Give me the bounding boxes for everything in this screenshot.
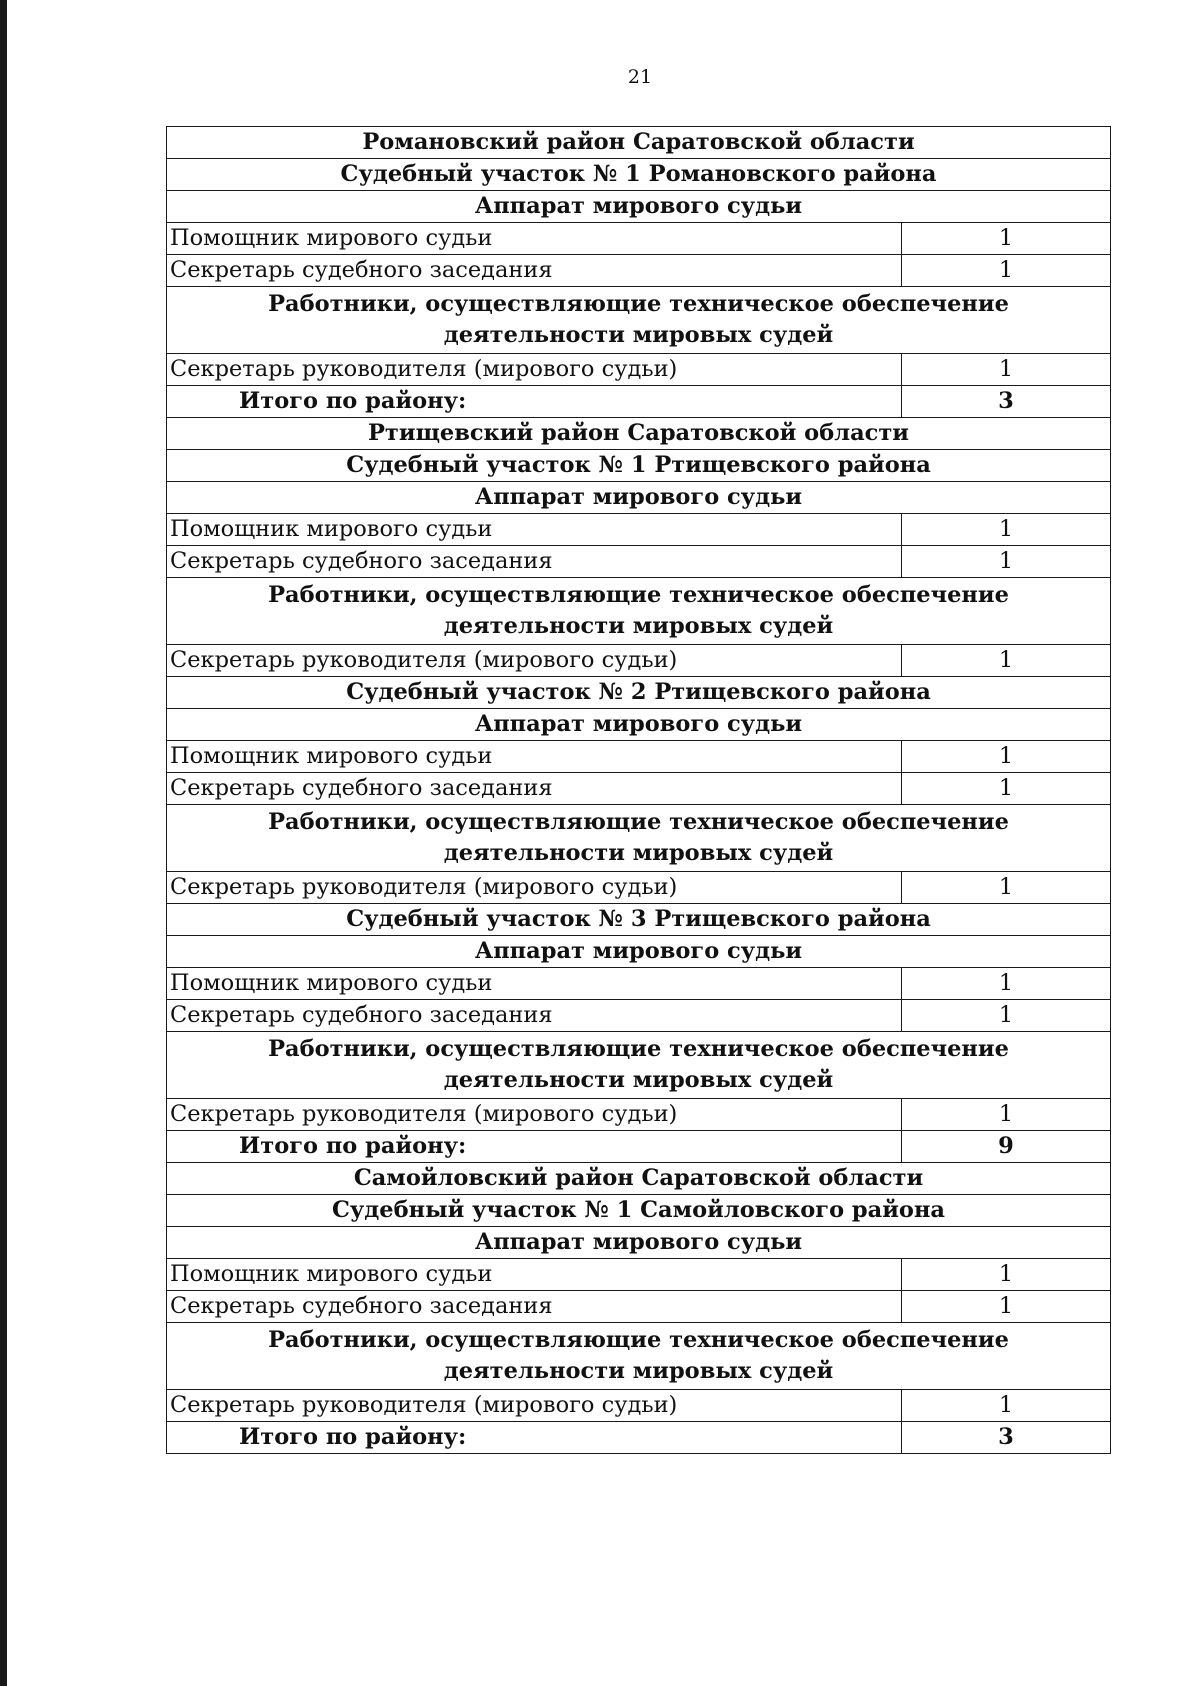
position-count: 1 — [902, 514, 1111, 546]
page-number: 21 — [627, 66, 653, 88]
total-label: Итого по району: — [167, 1131, 902, 1163]
section-heading-row — [167, 709, 1111, 741]
section-heading-row — [167, 191, 1111, 223]
table-row — [167, 968, 1111, 1000]
section-heading-row — [167, 1163, 1111, 1195]
section-heading: Аппарат мирового судьи — [167, 482, 1111, 514]
table-row — [167, 1000, 1111, 1032]
section-heading-row — [167, 159, 1111, 191]
position-count: 1 — [902, 1390, 1111, 1422]
position-count: 1 — [902, 645, 1111, 677]
section-heading: Работники, осуществляющие техническое обеспечение деятельности мировых судей — [167, 1032, 1111, 1099]
staffing-table-body — [167, 127, 1111, 1454]
position-label: Секретарь руководителя (мирового судьи) — [167, 872, 902, 904]
position-label: Помощник мирового судьи — [167, 1259, 902, 1291]
position-count: 1 — [902, 1291, 1111, 1323]
position-count: 1 — [902, 872, 1111, 904]
section-heading-row — [167, 287, 1111, 354]
total-count: 3 — [902, 1422, 1111, 1454]
position-count: 1 — [902, 546, 1111, 578]
table-row — [167, 1291, 1111, 1323]
position-count: 1 — [902, 1099, 1111, 1131]
position-label: Секретарь руководителя (мирового судьи) — [167, 1390, 902, 1422]
position-label: Помощник мирового судьи — [167, 741, 902, 773]
table-row — [167, 773, 1111, 805]
total-row — [167, 386, 1111, 418]
section-heading: Судебный участок № 3 Ртищевского района — [167, 904, 1111, 936]
position-label: Секретарь судебного заседания — [167, 1291, 902, 1323]
section-heading: Самойловский район Саратовской области — [167, 1163, 1111, 1195]
section-heading-row — [167, 482, 1111, 514]
table-row — [167, 255, 1111, 287]
section-heading: Судебный участок № 1 Самойловского района — [167, 1195, 1111, 1227]
position-label: Секретарь судебного заседания — [167, 255, 902, 287]
section-heading: Работники, осуществляющие техническое обеспечение деятельности мировых судей — [167, 578, 1111, 645]
total-label: Итого по району: — [167, 386, 902, 418]
section-heading-row — [167, 450, 1111, 482]
section-heading: Работники, осуществляющие техническое обеспечение деятельности мировых судей — [167, 287, 1111, 354]
table-row — [167, 872, 1111, 904]
section-heading-row — [167, 1227, 1111, 1259]
position-label: Помощник мирового судьи — [167, 514, 902, 546]
total-row — [167, 1422, 1111, 1454]
position-count: 1 — [902, 255, 1111, 287]
section-heading-row — [167, 127, 1111, 159]
position-count: 1 — [902, 773, 1111, 805]
position-label: Помощник мирового судьи — [167, 968, 902, 1000]
section-heading-row — [167, 418, 1111, 450]
section-heading-row — [167, 578, 1111, 645]
section-heading: Романовский район Саратовской области — [167, 127, 1111, 159]
section-heading: Аппарат мирового судьи — [167, 709, 1111, 741]
table-row — [167, 223, 1111, 255]
table-row — [167, 546, 1111, 578]
position-label: Помощник мирового судьи — [167, 223, 902, 255]
position-label: Секретарь судебного заседания — [167, 546, 902, 578]
total-row — [167, 1131, 1111, 1163]
position-count: 1 — [902, 223, 1111, 255]
table-row — [167, 354, 1111, 386]
section-heading: Аппарат мирового судьи — [167, 191, 1111, 223]
position-count: 1 — [902, 1259, 1111, 1291]
position-label: Секретарь руководителя (мирового судьи) — [167, 645, 902, 677]
position-count: 1 — [902, 741, 1111, 773]
table-row — [167, 1390, 1111, 1422]
position-count: 1 — [902, 1000, 1111, 1032]
section-heading-row — [167, 1195, 1111, 1227]
total-count: 3 — [902, 386, 1111, 418]
table-row — [167, 1099, 1111, 1131]
section-heading-row — [167, 904, 1111, 936]
section-heading: Судебный участок № 1 Романовского района — [167, 159, 1111, 191]
section-heading: Аппарат мирового судьи — [167, 1227, 1111, 1259]
table-row — [167, 741, 1111, 773]
section-heading-row — [167, 1032, 1111, 1099]
section-heading-row — [167, 677, 1111, 709]
section-heading: Судебный участок № 1 Ртищевского района — [167, 450, 1111, 482]
section-heading-row — [167, 936, 1111, 968]
section-heading: Работники, осуществляющие техническое обеспечение деятельности мировых судей — [167, 805, 1111, 872]
table-row — [167, 1259, 1111, 1291]
section-heading: Работники, осуществляющие техническое обеспечение деятельности мировых судей — [167, 1323, 1111, 1390]
position-label: Секретарь руководителя (мирового судьи) — [167, 354, 902, 386]
staffing-table — [166, 126, 1111, 1454]
table-row — [167, 645, 1111, 677]
total-label: Итого по району: — [167, 1422, 902, 1454]
position-label: Секретарь руководителя (мирового судьи) — [167, 1099, 902, 1131]
section-heading: Аппарат мирового судьи — [167, 936, 1111, 968]
position-label: Секретарь судебного заседания — [167, 1000, 902, 1032]
table-row — [167, 514, 1111, 546]
section-heading: Ртищевский район Саратовской области — [167, 418, 1111, 450]
total-count: 9 — [902, 1131, 1111, 1163]
section-heading-row — [167, 805, 1111, 872]
section-heading-row — [167, 1323, 1111, 1390]
position-count: 1 — [902, 968, 1111, 1000]
scan-edge — [0, 0, 7, 1686]
position-count: 1 — [902, 354, 1111, 386]
section-heading: Судебный участок № 2 Ртищевского района — [167, 677, 1111, 709]
position-label: Секретарь судебного заседания — [167, 773, 902, 805]
